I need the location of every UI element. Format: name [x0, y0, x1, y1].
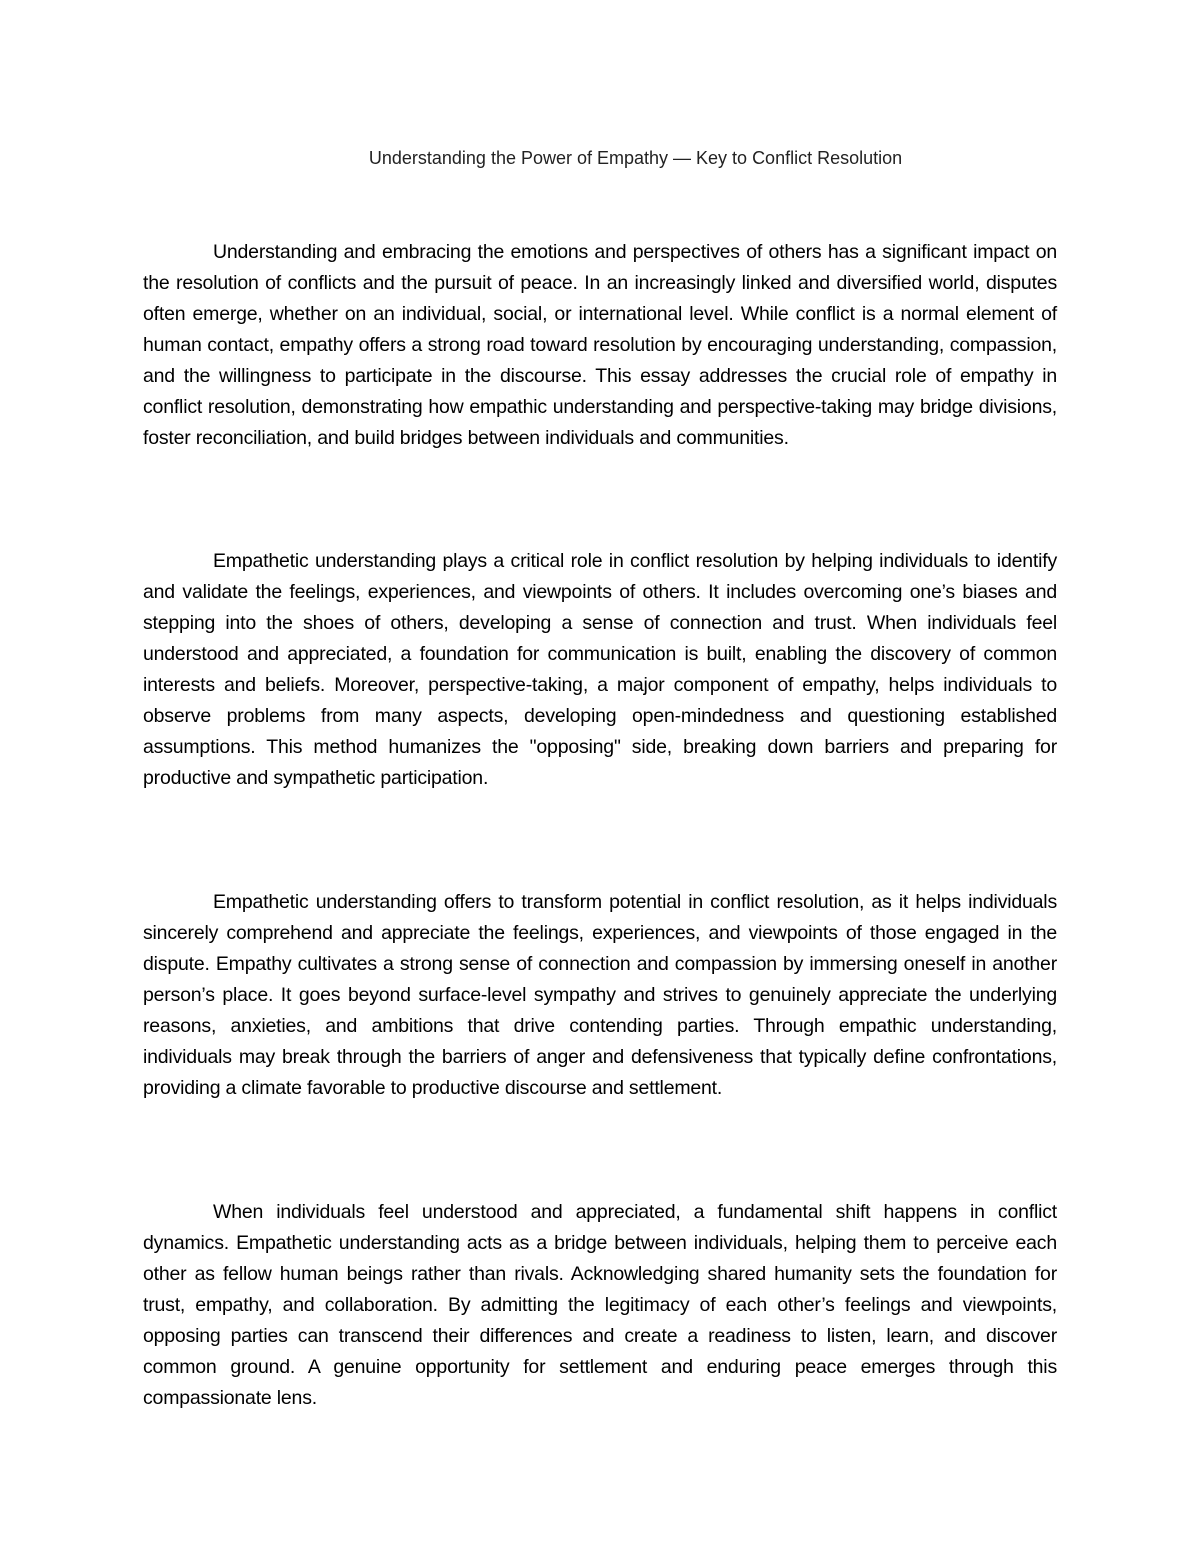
document-title: Understanding the Power of Empathy — Key to Conflict Resolution: [368, 148, 903, 168]
body-paragraph-3: Empathetic understanding offers to transform potential in conflict resolution, as it helps individuals sincerely comprehend and appreciate the feelings, experiences, and viewpoints of those engaged in the dispute. Empathy cultivates a strong sense of connection and compassion by immersing oneself in another person’s place. It goes beyond surface-level sympathy and strives to genuinely appreciate the underlying reasons, anxieties, and ambitions that drive contending parties. Through empathic understanding, individuals may break through the barriers of anger and defensiveness that typically define confrontations, providing a climate favorable to productive discourse and settlement.: [143, 891, 1057, 1099]
body-paragraph-4: When individuals feel understood and appreciated, a fundamental shift happens in conflict dynamics. Empathetic understanding acts as a bridge between individuals, helping them to perceive each other as fellow human beings rather than rivals. Acknowledging shared humanity sets the foundation for trust, empathy, and collaboration. By admitting the legitimacy of each other’s feelings and viewpoints, opposing parties can transcend their differences and create a readiness to listen, learn, and discover common ground. A genuine opportunity for settlement and enduring peace emerges through this compassionate lens.: [143, 1201, 1057, 1409]
body-paragraph-1: Understanding and embracing the emotions and perspectives of others has a significant impact on the resolution of conflicts and the pursuit of peace. In an increasingly linked and diversified world, disputes often emerge, whether on an individual, social, or international level. While conflict is a normal element of human contact, empathy offers a strong road toward resolution by encouraging understanding, compassion, and the willingness to participate in the discourse. This essay addresses the crucial role of empathy in conflict resolution, demonstrating how empathic understanding and perspective-taking may bridge divisions, foster reconciliation, and build bridges between individuals and communities.: [143, 241, 1057, 449]
body-paragraph-2: Empathetic understanding plays a critical role in conflict resolution by helping individuals to identify and validate the feelings, experiences, and viewpoints of others. It includes overcoming one’s biases and stepping into the shoes of others, developing a sense of connection and trust. When individuals feel understood and appreciated, a foundation for communication is built, enabling the discovery of common interests and beliefs. Moreover, perspective-taking, a major component of empathy, helps individuals to observe problems from many aspects, developing open-mindedness and questioning established assumptions. This method humanizes the "opposing" side, breaking down barriers and preparing for productive and sympathetic participation.: [143, 550, 1057, 789]
